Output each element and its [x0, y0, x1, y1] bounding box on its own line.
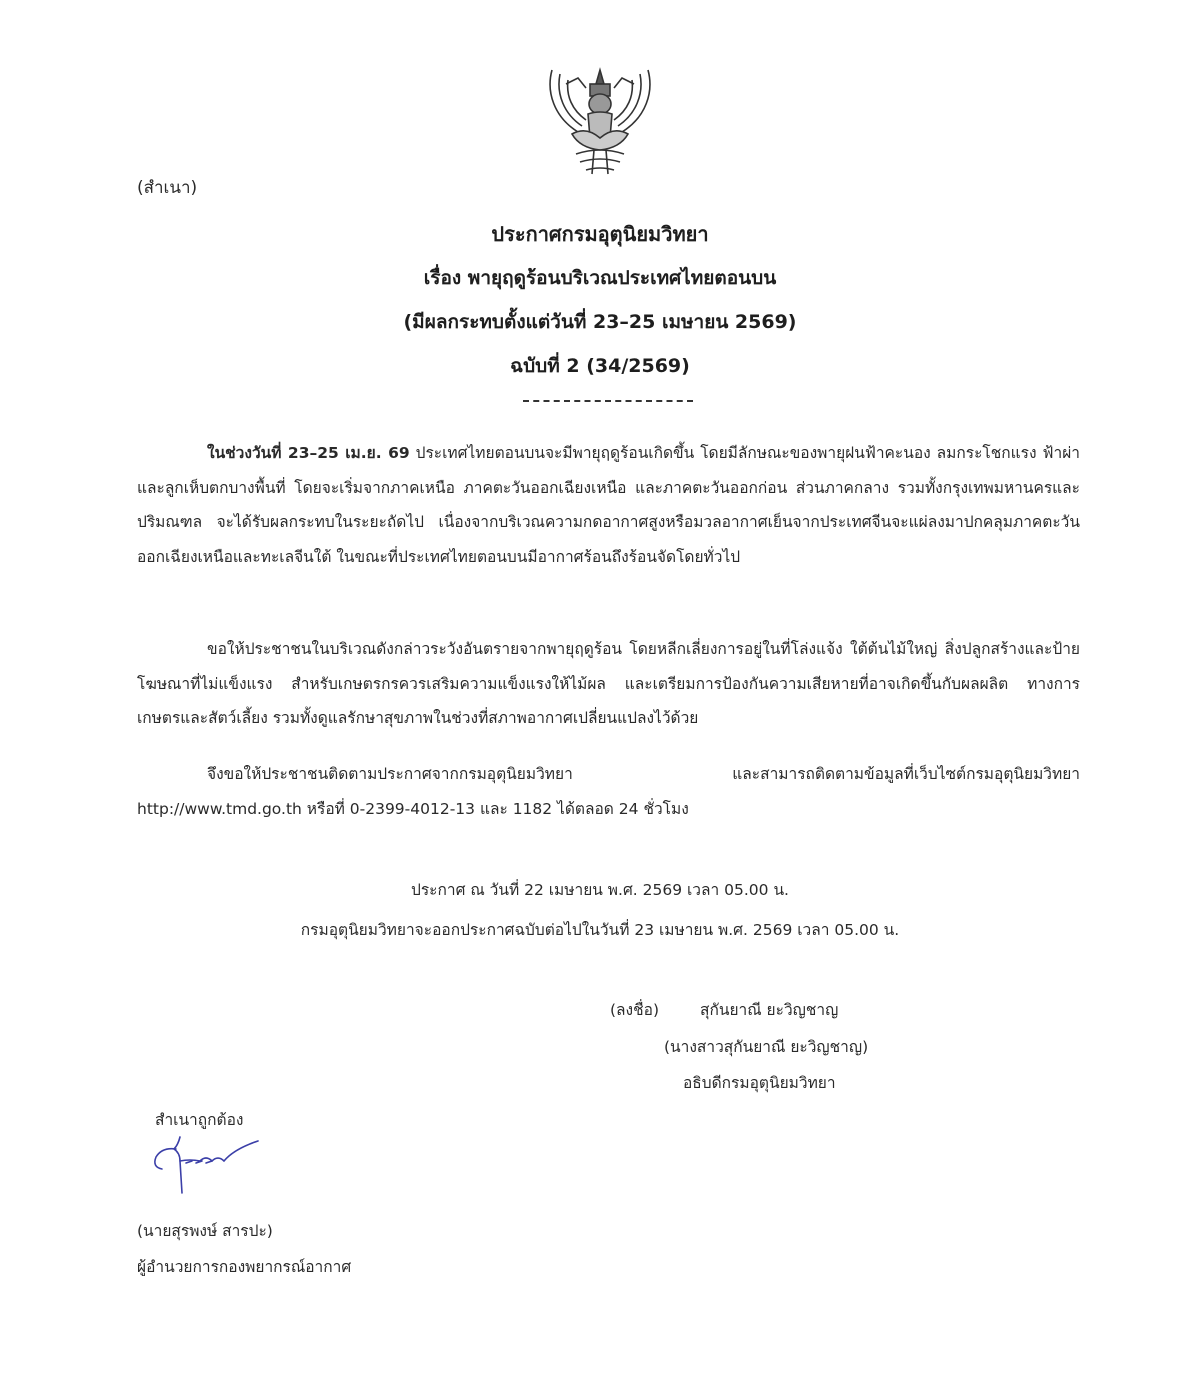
paragraph-3-contact-text: หรือที่ 0-2399-4012-13 และ 1182 ได้ตลอด 24 ชั่วโมง — [301, 799, 689, 818]
copy-mark: (สำเนา) — [137, 178, 198, 198]
signatory-position: อธิบดีกรมอุตุนิยมวิทยา — [683, 1074, 836, 1092]
next-issue-notice: กรมอุตุนิยมวิทยาจะออกประกาศฉบับต่อไปในวันที่ 23 เมษายน พ.ศ. 2569 เวลา 05.00 น. — [300, 921, 900, 939]
certifier-name: (นายสุรพงษ์ สารปะ) — [137, 1222, 273, 1240]
paragraph-1-bold-lead: ในช่วงวันที่ 23–25 เม.ย. 69 — [207, 444, 410, 462]
paragraph-3 — [137, 757, 1080, 826]
paragraph-3-text: จึงขอให้ประชาชนติดตามประกาศจากกรมอุตุนิยมวิทยา และสามารถติดตามข้อมูลที่เว็บไซต์กรมอุตุนิยมวิทยา — [207, 765, 1080, 783]
paragraph-1-text: ประเทศไทยตอนบนจะมีพายุฤดูร้อนเกิดขึ้น โดยมีลักษณะของพายุฝนฟ้าคะนอง ลมกระโชกแรง ฟ้าผ่า และลูกเห็บตกบางพื้นที่ โดยจะเริ่มจากภาคเหนือ ภาคตะวันออกเฉียงเหนือ และภาคตะวันออกก่อน ส่วนภาคกลาง รวมทั้งกรุงเทพมหานครและปริมณฑล จะได้รับผลกระทบในระยะถัดไป เนื่องจากบริเวณความกดอากาศสูงหรือมวลอากาศเย็นจากประเทศจีนจะแผ่ลงมาปกคลุมภาคตะวันออกเฉียงเหนือและทะเลจีนใต้ ในขณะที่ประเทศไทยตอนบนมีอากาศร้อนถึงร้อนจัดโดยทั่วไป — [137, 444, 1080, 566]
garuda-emblem-icon — [540, 62, 660, 180]
paragraph-1 — [137, 436, 1080, 574]
handwritten-signature-icon — [150, 1135, 265, 1195]
paragraph-2 — [137, 632, 1080, 736]
tmd-website-link[interactable]: http://www.tmd.go.th — [137, 799, 302, 818]
sign-label: (ลงชื่อ) — [610, 1001, 659, 1019]
document-subject: เรื่อง พายุฤดูร้อนบริเวณประเทศไทยตอนบน — [423, 267, 777, 289]
document-title: ประกาศกรมอุตุนิยมวิทยา — [491, 222, 709, 246]
paragraph-2-text: ขอให้ประชาชนในบริเวณดังกล่าวระวังอันตรายจากพายุฤดูร้อน โดยหลีกเลี่ยงการอยู่ในที่โล่งแจ้ง ใต้ต้นไม้ใหญ่ สิ่งปลูกสร้างและป้ายโฆษณาที่ไม่แข็งแรง สำหรับเกษตรกรควรเสริมความแข็งแรงให้ไม้ผล และเตรียมการป้องกันความเสียหายที่อาจเกิดขึ้นกับผลผลิต ทางการเกษตรและสัตว์เลี้ยง รวมทั้งดูแลรักษาสุขภาพในช่วงที่สภาพอากาศเปลี่ยนแปลงไว้ด้วย — [137, 640, 1080, 727]
signed-name: สุกันยาณี ยะวิญชาญ — [700, 1001, 839, 1019]
certified-copy-label: สำเนาถูกต้อง — [155, 1111, 244, 1129]
header-divider — [523, 400, 693, 402]
certifier-position: ผู้อำนวยการกองพยากรณ์อากาศ — [137, 1258, 352, 1276]
signatory-full-name: (นางสาวสุกันยาณี ยะวิญชาญ) — [664, 1038, 869, 1056]
announce-date: ประกาศ ณ วันที่ 22 เมษายน พ.ศ. 2569 เวลา 05.00 น. — [411, 881, 789, 899]
document-effect-period: (มีผลกระทบตั้งแต่วันที่ 23–25 เมษายน 2569) — [403, 311, 797, 333]
document-issue-number: ฉบับที่ 2 (34/2569) — [510, 355, 690, 377]
